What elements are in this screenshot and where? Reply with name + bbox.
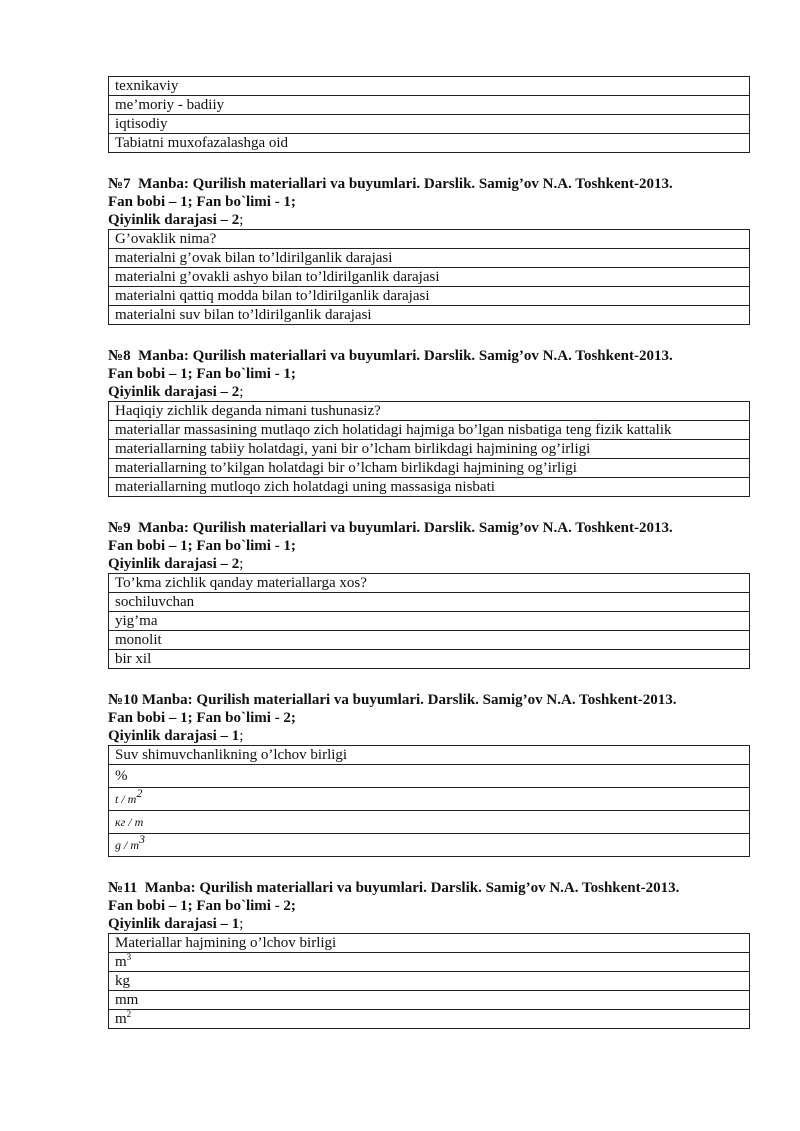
option-cell: materiallarning mutloqo zich holatdagi uning massasiga nisbati (109, 478, 750, 497)
option-cell: materialni g’ovak bilan to’ldirilganlik darajasi (109, 249, 750, 268)
unit-exponent: 3 (139, 833, 145, 846)
option-cell: texnikaviy (109, 77, 750, 96)
question-difficulty: Qiyinlik darajasi – 1; (108, 916, 244, 932)
question-chapter: Fan bobi – 1; Fan bo`limi - 1; (108, 538, 296, 554)
question-header (108, 519, 750, 537)
question-header (108, 691, 750, 709)
option-cell: yig’ma (109, 612, 750, 631)
option-cell: monolit (109, 631, 750, 650)
difficulty-label: Qiyinlik darajasi – 2 (108, 212, 240, 228)
question-difficulty: Qiyinlik darajasi – 2; (108, 556, 244, 572)
question-text: Haqiqiy zichlik deganda nimani tushunasiz? (109, 402, 750, 421)
question-table (108, 229, 750, 325)
option-cell (109, 788, 750, 811)
option-cell (109, 953, 750, 972)
option-cell: bir xil (109, 650, 750, 669)
option-cell: materiallarning tabiiy holatdagi, yani bir o’lcham birlikdagi hajmining og’irligi (109, 440, 750, 459)
document-page (108, 76, 750, 1029)
difficulty-label: Qiyinlik darajasi – 2 (108, 384, 240, 400)
question-text: To’kma zichlik qanday materiallarga xos? (109, 574, 750, 593)
question-source: Manba: Qurilish materiallari va buyumlari. Darslik. Samig’ov N.A. Toshkent-2013. (138, 348, 673, 364)
question-table (108, 933, 750, 1029)
unit-base: m (115, 954, 127, 970)
question-table (108, 573, 750, 669)
option-cell (109, 811, 750, 834)
question-source: Manba: Qurilish materiallari va buyumlari. Darslik. Samig’ov N.A. Toshkent-2013. (144, 880, 680, 896)
question-header (108, 347, 750, 365)
question-difficulty: Qiyinlik darajasi – 2; (108, 212, 244, 228)
option-cell (109, 765, 750, 788)
question-source: Manba: Qurilish materiallari va buyumlari. Darslik. Samig’ov N.A. Toshkent-2013. (138, 176, 673, 192)
option-cell: materialni qattiq modda bilan to’ldirilganlik darajasi (109, 287, 750, 306)
intro-options-table (108, 76, 750, 153)
difficulty-label: Qiyinlik darajasi – 1 (108, 916, 240, 932)
question-header (108, 175, 750, 193)
question-number: №11 (108, 880, 138, 896)
option-cell: sochiluvchan (109, 593, 750, 612)
unit-base: kg (115, 973, 130, 989)
option-cell: me’moriy - badiiy (109, 96, 750, 115)
unit-base: g / m (115, 838, 139, 852)
difficulty-label: Qiyinlik darajasi – 1 (108, 728, 240, 744)
question-source: Manba: Qurilish materiallari va buyumlari. Darslik. Samig’ov N.A. Toshkent-2013. (138, 520, 673, 536)
unit-exponent: 2 (136, 787, 143, 800)
unit-exponent: 3 (126, 952, 132, 962)
question-chapter: Fan bobi – 1; Fan bo`limi - 2; (108, 898, 296, 914)
question-difficulty: Qiyinlik darajasi – 2; (108, 384, 244, 400)
unit-base: mm (115, 992, 139, 1008)
option-cell (109, 991, 750, 1010)
unit-base: t / m (115, 792, 137, 806)
question-table (108, 745, 750, 857)
question-text: Materiallar hajmining o’lchov birligi (109, 934, 750, 953)
question-text: G’ovaklik nima? (109, 230, 750, 249)
question-source: Manba: Qurilish materiallari va buyumlari. Darslik. Samig’ov N.A. Toshkent-2013. (141, 692, 677, 708)
difficulty-label: Qiyinlik darajasi – 2 (108, 556, 240, 572)
option-cell: iqtisodiy (109, 115, 750, 134)
unit-base: % (115, 768, 128, 784)
option-cell (109, 972, 750, 991)
question-chapter: Fan bobi – 1; Fan bo`limi - 1; (108, 366, 296, 382)
option-cell: materiallarning to’kilgan holatdagi bir o’lcham birlikdagi hajmining og’irligi (109, 459, 750, 478)
unit-exponent: 2 (126, 1009, 132, 1019)
question-number: №8 (108, 348, 131, 364)
question-number: №9 (108, 520, 131, 536)
question-chapter: Fan bobi – 1; Fan bo`limi - 2; (108, 710, 296, 726)
option-cell: materialni suv bilan to’ldirilganlik darajasi (109, 306, 750, 325)
question-number: №10 (108, 692, 139, 708)
question-text: Suv shimuvchanlikning o’lchov birligi (109, 746, 750, 765)
option-cell: materiallar massasining mutlaqo zich holatidagi hajmiga bo’lgan nisbatiga teng fizik kattalik (109, 421, 750, 440)
question-difficulty: Qiyinlik darajasi – 1; (108, 728, 244, 744)
unit-base: кг / m (115, 815, 144, 829)
unit-base: m (115, 1011, 127, 1027)
option-cell: Tabiatni muxofazalashga oid (109, 134, 750, 153)
question-number: №7 (108, 176, 131, 192)
option-cell (109, 1010, 750, 1029)
question-table (108, 401, 750, 497)
question-chapter: Fan bobi – 1; Fan bo`limi - 1; (108, 194, 296, 210)
question-header (108, 879, 750, 897)
option-cell (109, 834, 750, 857)
option-cell: materialni g’ovakli ashyo bilan to’ldirilganlik darajasi (109, 268, 750, 287)
